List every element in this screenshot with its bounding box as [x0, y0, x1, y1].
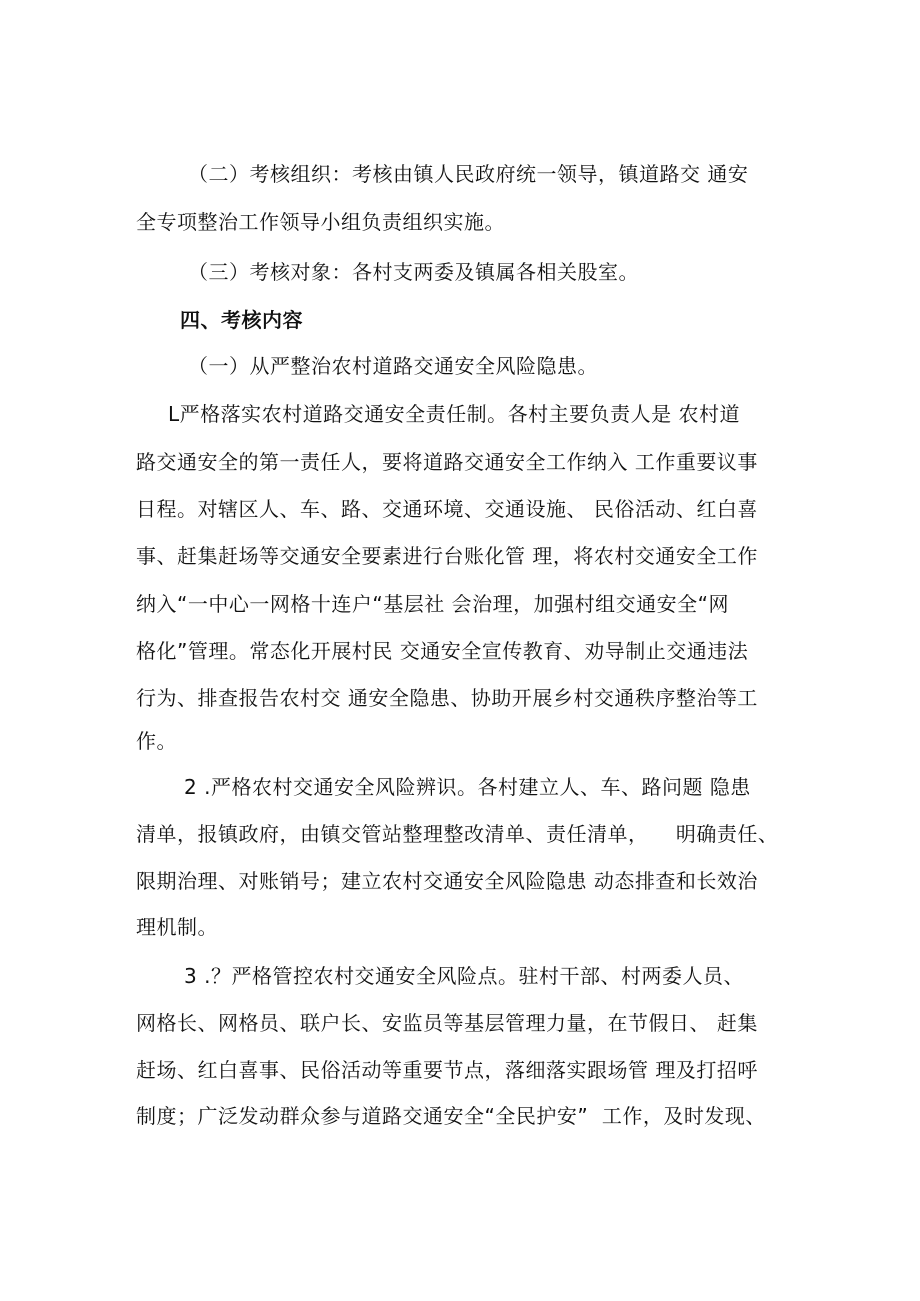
- text-line-5: （一）从严整治农村道路交通安全风险隐患。: [188, 354, 598, 378]
- text-line-14: 2 .严格农村交通安全风险辨识。各村建立人、车、路问题 隐患: [184, 775, 751, 799]
- text-line-6: L严格落实农村道路交通安全责任制。各村主要负责人是 农村道: [168, 402, 740, 426]
- text-line-11: 格化”管理。常态化开展村民 交通安全宣传教育、劝导制止交通违法: [136, 639, 749, 663]
- text-line-18: 3 .？严格管控农村交通安全风险点。驻村干部、村两委人员、: [184, 964, 744, 988]
- text-line-3: （三）考核对象：各村支两委及镇属各相关股室。: [188, 260, 639, 284]
- text-line-8: 日程。对辖区人、车、路、交通环境、交通设施、 民俗活动、红白喜: [136, 497, 758, 521]
- text-line-10: 纳入“一中心一网格十连户“基层社 会治理，加强村组交通安全“网: [136, 592, 729, 616]
- text-line-16: 限期治理、对账销号；建立农村交通安全风险隐患 动态排查和长效治: [136, 869, 758, 893]
- text-line-17: 理机制。: [136, 915, 218, 939]
- text-line-20: 赶场、红白喜事、民俗活动等重要节点，落细落实跟场管 理及打招呼: [136, 1058, 758, 1082]
- text-line-19: 网格长、网格员、联户长、安监员等基层管理力量，在节假日、 赶集: [136, 1011, 758, 1035]
- text-line-9: 事、赶集赶场等交通安全要素进行台账化管 理，将农村交通安全工作: [136, 544, 758, 568]
- text-line-13: 作。: [136, 729, 177, 753]
- text-line-2: 全专项整治工作领导小组负责组织实施。: [136, 210, 505, 234]
- text-line-12: 行为、排查报告农村交 通安全隐患、协助开展乡村交通秩序整治等工: [136, 686, 758, 710]
- text-line-21: 制度；广泛发动群众参与道路交通安全“全民护安” 工作，及时发现、: [136, 1104, 766, 1128]
- text-line-1: （二）考核组织：考核由镇人民政府统一领导，镇道路交 通安: [188, 162, 749, 186]
- section-heading: 四、考核内容: [180, 308, 303, 332]
- text-line-7: 路交通安全的第一责任人，要将道路交通安全工作纳入 工作重要议事: [136, 450, 758, 474]
- text-line-15: 清单，报镇政府，由镇交管站整理整改清单、责任清单， 明确责任、: [136, 822, 779, 846]
